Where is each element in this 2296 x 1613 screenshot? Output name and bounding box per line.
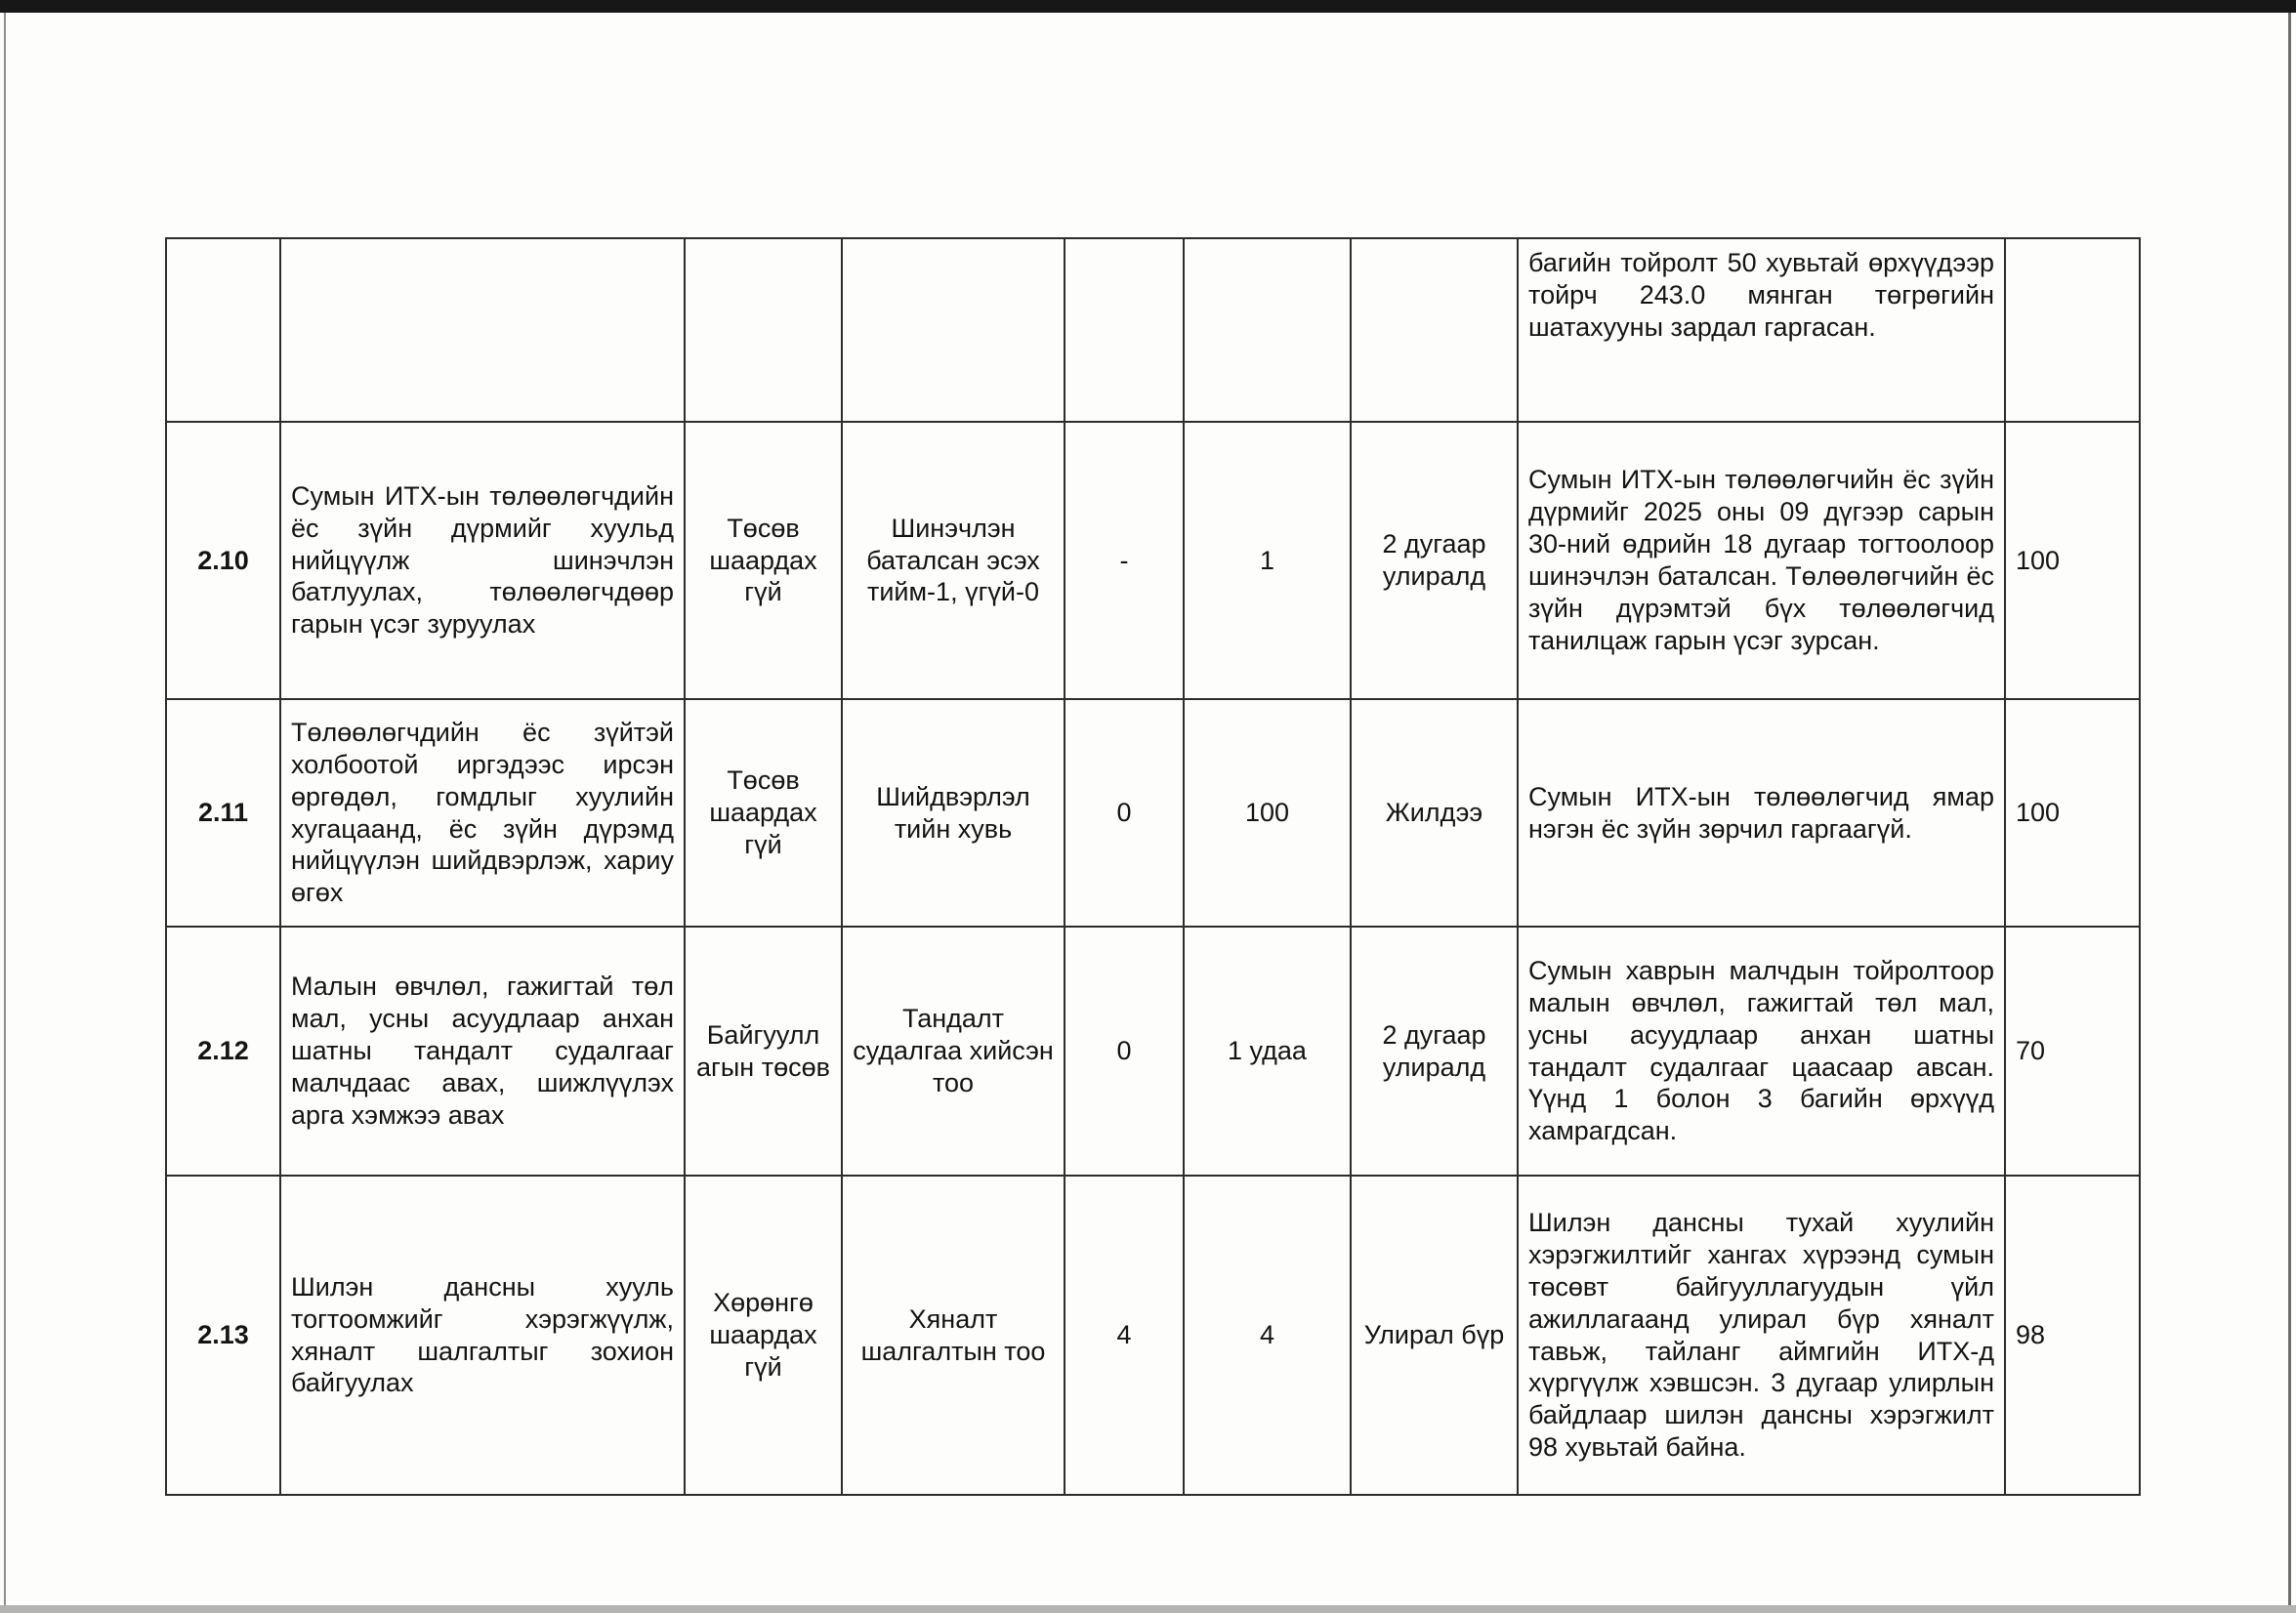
cell-task: Шилэн дансны хууль тогтоомжийг хэрэгжүүлж, хяналт шалгалтыг зохион байгуулах [280, 1176, 685, 1495]
cell-row-number: 2.10 [166, 422, 280, 699]
cell-baseline: 0 [1065, 699, 1184, 927]
scan-edge-right [2288, 13, 2291, 1605]
cell-row-number: 2.11 [166, 699, 280, 927]
scan-edge-bottom [0, 1605, 2296, 1613]
cell-budget: Төсөв шаардах гүй [685, 699, 842, 927]
cell-task [280, 238, 685, 422]
cell-score: 100 [2005, 422, 2140, 699]
cell-period [1351, 238, 1518, 422]
table-row-continuation [166, 238, 2140, 422]
cell-indicator [842, 238, 1065, 422]
table-row-2-10 [166, 422, 2140, 699]
cell-target: 1 удаа [1184, 927, 1351, 1176]
cell-result: Сумын ИТХ-ын төлөөлөгчид ямар нэгэн ёс зүйн зөрчил гаргаагүй. [1518, 699, 2005, 927]
table-row-2-11 [166, 699, 2140, 927]
cell-period: Улирал бүр [1351, 1176, 1518, 1495]
cell-indicator: Шийдвэрлэл тийн хувь [842, 699, 1065, 927]
cell-indicator: Тандалт судалгаа хийсэн тоо [842, 927, 1065, 1176]
cell-period: 2 дугаар улиралд [1351, 422, 1518, 699]
table-row-2-13 [166, 1176, 2140, 1495]
table-row-2-12 [166, 927, 2140, 1176]
cell-budget [685, 238, 842, 422]
cell-row-number [166, 238, 280, 422]
scan-edge-top [0, 0, 2296, 13]
cell-task: Төлөөлөгчдийн ёс зүйтэй холбоотой иргэдээс ирсэн өргөдөл, гомдлыг хуулийн хугацаанд, ёс зүйн дүрэмд нийцүүлэн шийдвэрлэж, хариу өгөх [280, 699, 685, 927]
cell-result: Сумын ИТХ-ын төлөөлөгчийн ёс зүйн дүрмийг 2025 оны 09 дүгээр сарын 30-ний өдрийн 18 дугаар тогтоолоор шинэчлэн баталсан. Төлөөлөгчийн ёс зүйн дүрэмтэй бүх төлөөлөгчид танилцаж гарын үсэг зурсан. [1518, 422, 2005, 699]
cell-target: 1 [1184, 422, 1351, 699]
cell-row-number: 2.12 [166, 927, 280, 1176]
cell-result: багийн тойролт 50 хувьтай өрхүүдээр тойрч 243.0 мянган төгрөгийн шатахууны зардал гаргасан. [1518, 238, 2005, 422]
cell-indicator: Шинэчлэн баталсан эсэх тийм-1, үгүй-0 [842, 422, 1065, 699]
cell-indicator: Хяналт шалгалтын тоо [842, 1176, 1065, 1495]
cell-budget: Төсөв шаардах гүй [685, 422, 842, 699]
cell-target: 4 [1184, 1176, 1351, 1495]
cell-task: Малын өвчлөл, гажигтай төл мал, усны асуудлаар анхан шатны тандалт судалгааг малчдаас авах, шижлүүлэх арга хэмжээ авах [280, 927, 685, 1176]
cell-score: 100 [2005, 699, 2140, 927]
cell-baseline: 0 [1065, 927, 1184, 1176]
cell-result: Сумын хаврын малчдын тойролтоор малын өвчлөл, гажигтай төл мал, усны асуудлаар анхан шатны тандалт судалгааг цаасаар авсан. Үүнд 1 болон 3 багийн өрхүүд хамрагдсан. [1518, 927, 2005, 1176]
cell-period: Жилдээ [1351, 699, 1518, 927]
cell-baseline: - [1065, 422, 1184, 699]
scan-edge-left [4, 13, 6, 1605]
cell-score: 70 [2005, 927, 2140, 1176]
cell-baseline [1065, 238, 1184, 422]
cell-score: 98 [2005, 1176, 2140, 1495]
cell-budget: Хөрөнгө шаардах гүй [685, 1176, 842, 1495]
cell-result: Шилэн дансны тухай хуулийн хэрэгжилтийг хангах хүрээнд сумын төсөвт байгууллагуудын үйл ажиллагаанд улирал бүр хяналт тавьж, тайланг аймгийн ИТХ-д хүргүүлж хэвшсэн. 3 дугаар улирлын байдлаар шилэн дансны хэрэгжилт 98 хувьтай байна. [1518, 1176, 2005, 1495]
cell-target [1184, 238, 1351, 422]
cell-period: 2 дугаар улиралд [1351, 927, 1518, 1176]
cell-row-number: 2.13 [166, 1176, 280, 1495]
cell-baseline: 4 [1065, 1176, 1184, 1495]
cell-target: 100 [1184, 699, 1351, 927]
cell-task: Сумын ИТХ-ын төлөөлөгчдийн ёс зүйн дүрмийг хуульд нийцүүлж шинэчлэн батлуулах, төлөөлөгчдөөр гарын үсэг зуруулах [280, 422, 685, 699]
report-table [165, 237, 2141, 1496]
cell-budget: Байгуулл агын төсөв [685, 927, 842, 1176]
cell-score [2005, 238, 2140, 422]
